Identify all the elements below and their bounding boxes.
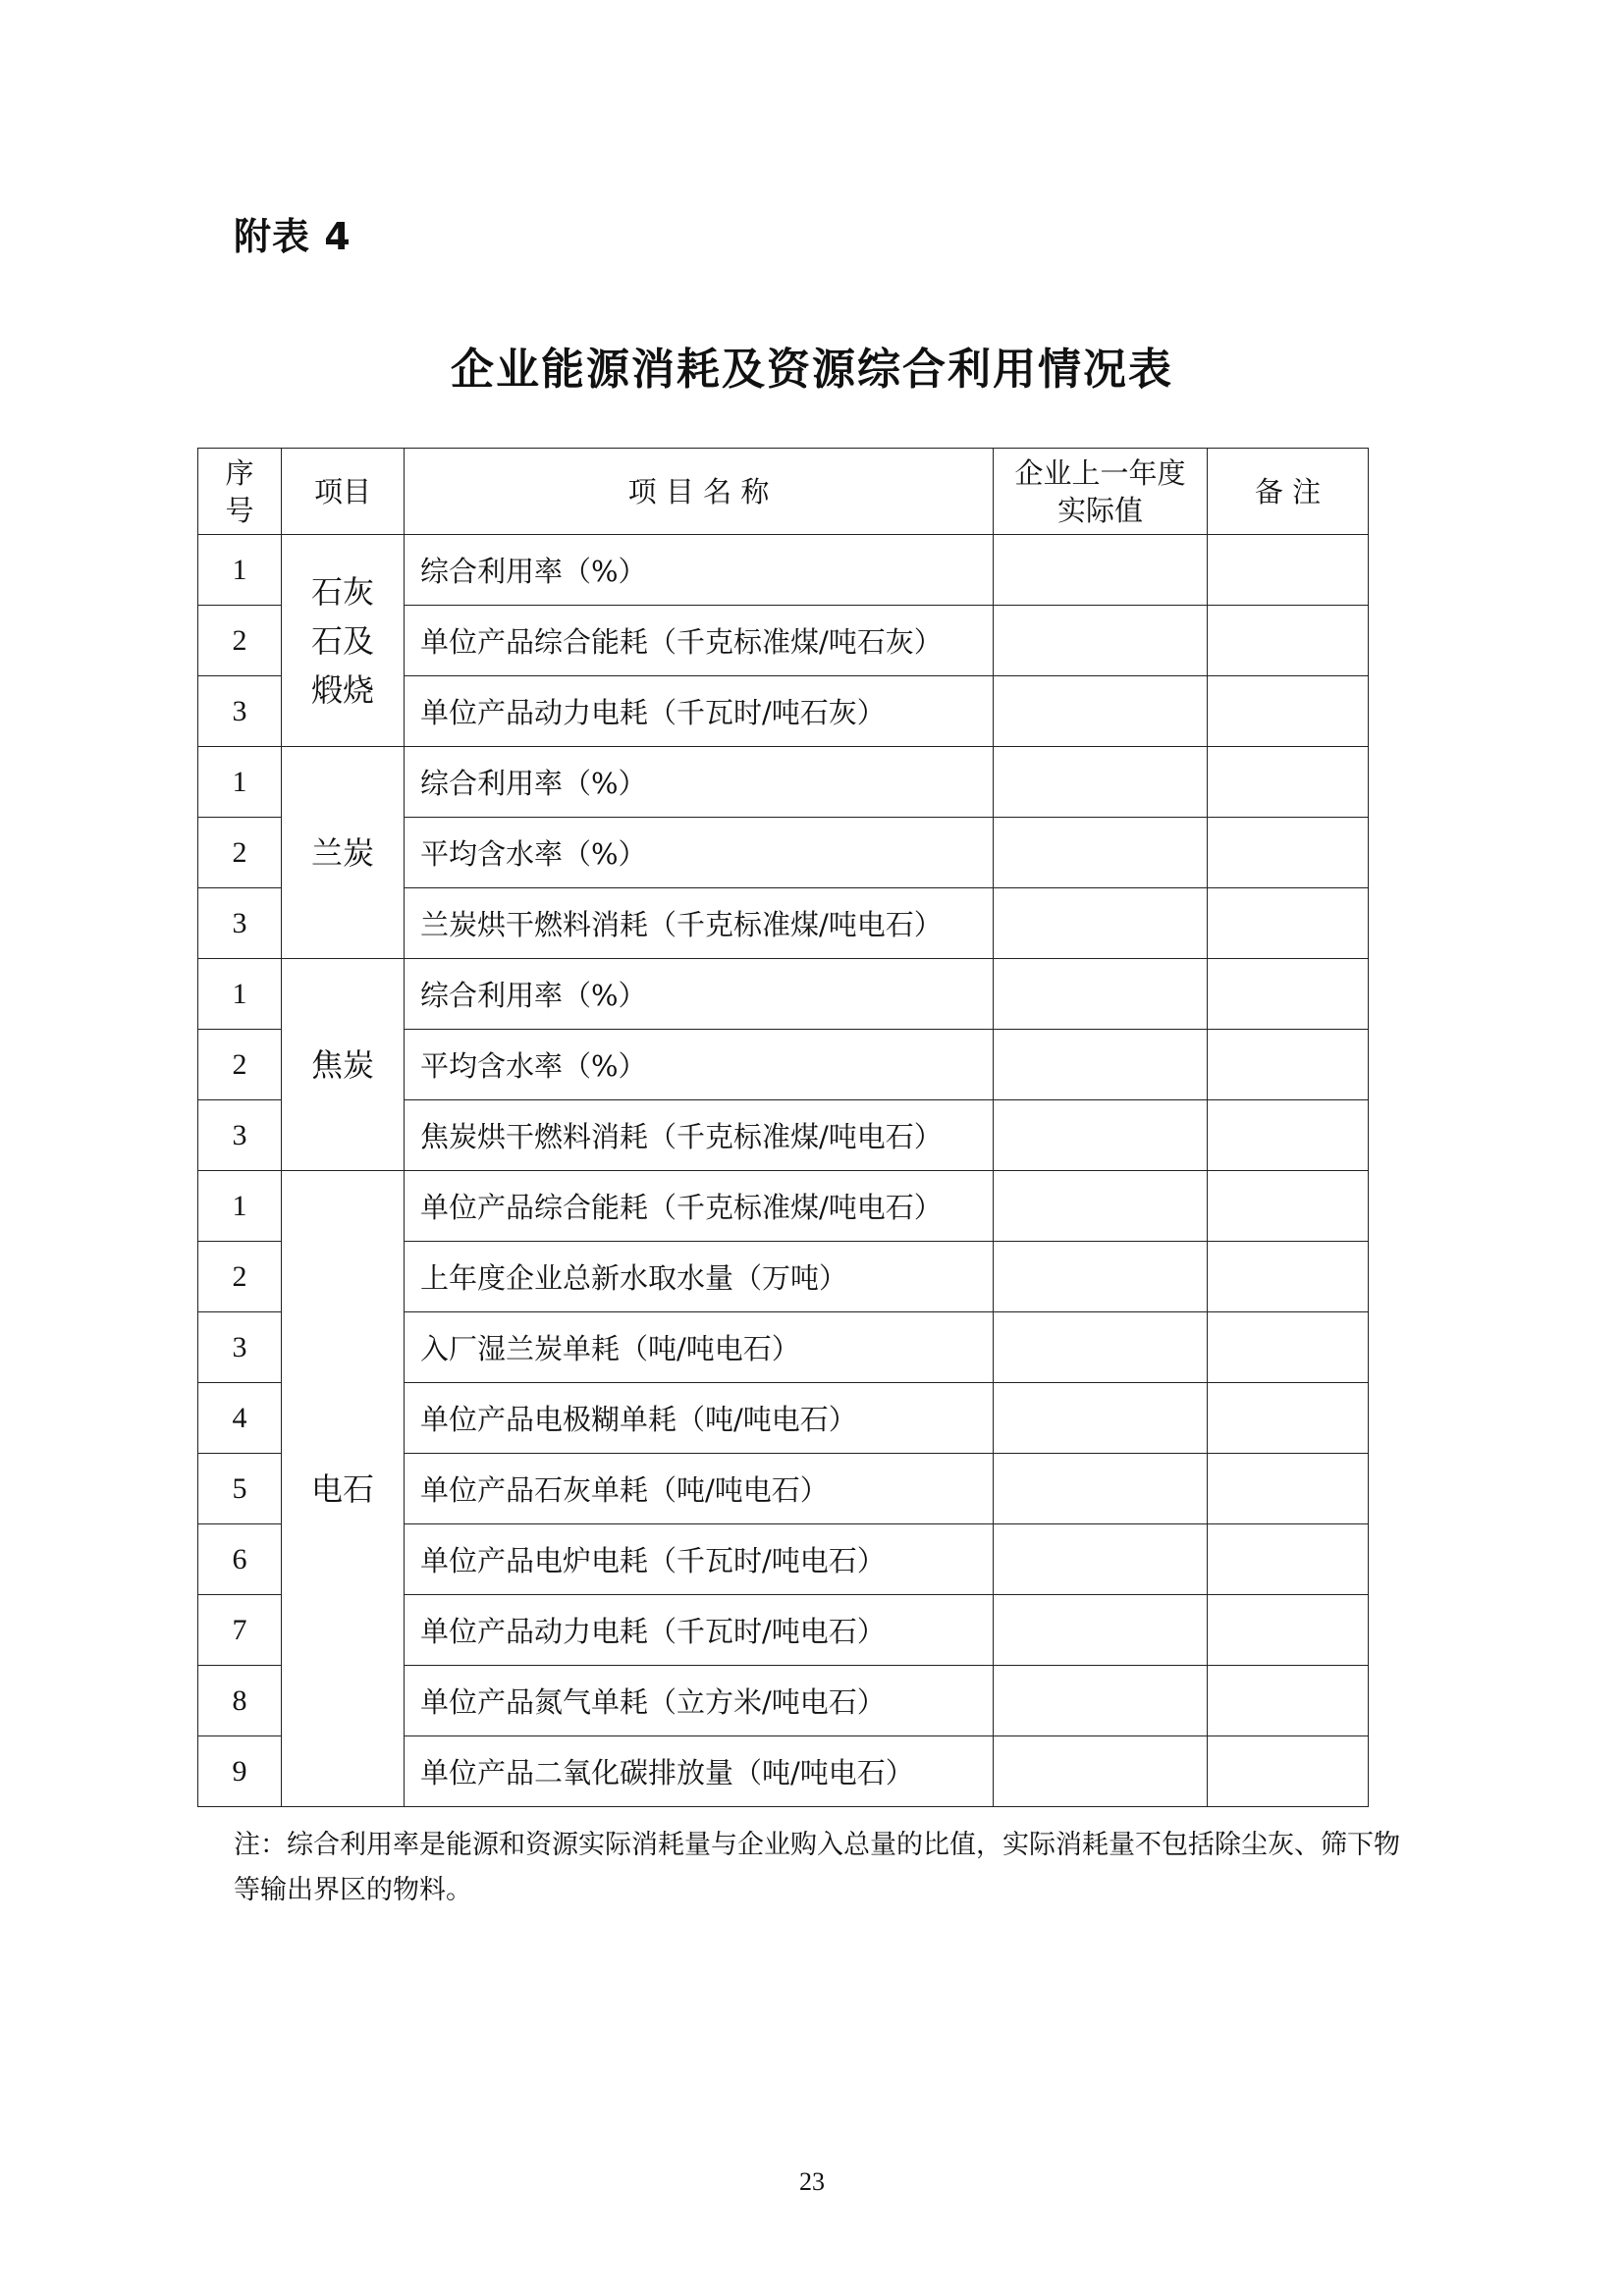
group-item-label-line: 焦炭 [310, 1045, 374, 1084]
row-seq-cell: 3 [198, 676, 282, 747]
row-name-cell: 单位产品动力电耗（千瓦时/吨电石） [405, 1595, 994, 1666]
row-name-cell: 单位产品二氧化碳排放量（吨/吨电石） [405, 1736, 994, 1807]
table-row [198, 535, 1369, 606]
row-value-cell[interactable] [994, 1312, 1208, 1383]
row-note-cell[interactable] [1208, 888, 1369, 959]
group-item-label-line: 石灰 [310, 572, 374, 611]
row-seq-cell: 6 [198, 1524, 282, 1595]
row-value-cell[interactable] [994, 535, 1208, 606]
table-header-row [198, 449, 1369, 535]
row-value-cell[interactable] [994, 606, 1208, 676]
row-value-cell[interactable] [994, 959, 1208, 1030]
row-note-cell[interactable] [1208, 535, 1369, 606]
table-row [198, 959, 1369, 1030]
row-value-cell[interactable] [994, 888, 1208, 959]
row-value-cell[interactable] [994, 1666, 1208, 1736]
row-seq-cell: 1 [198, 535, 282, 606]
row-seq-cell: 2 [198, 606, 282, 676]
group-item-cell [282, 747, 405, 959]
row-name-cell: 综合利用率（%） [405, 535, 994, 606]
row-seq-cell: 1 [198, 1171, 282, 1242]
row-note-cell[interactable] [1208, 1524, 1369, 1595]
row-value-cell[interactable] [994, 1242, 1208, 1312]
header-item: 项目 [282, 449, 405, 535]
header-seq [198, 449, 282, 535]
row-name-cell: 入厂湿兰炭单耗（吨/吨电石） [405, 1312, 994, 1383]
row-name-cell: 单位产品综合能耗（千克标准煤/吨电石） [405, 1171, 994, 1242]
group-item-label-line: 石及 [310, 621, 374, 660]
row-note-cell[interactable] [1208, 1100, 1369, 1171]
row-note-cell[interactable] [1208, 676, 1369, 747]
table-row [198, 747, 1369, 818]
row-name-cell: 单位产品综合能耗（千克标准煤/吨石灰） [405, 606, 994, 676]
group-item-cell [282, 959, 405, 1171]
row-value-cell[interactable] [994, 1030, 1208, 1100]
row-seq-cell: 3 [198, 1100, 282, 1171]
row-name-cell: 单位产品动力电耗（千瓦时/吨石灰） [405, 676, 994, 747]
header-value-line1: 企业上一年度 [1014, 455, 1186, 490]
row-seq-cell: 2 [198, 1242, 282, 1312]
page-number: 23 [799, 2167, 825, 2196]
appendix-label: 附表 4 [234, 215, 352, 258]
row-note-cell[interactable] [1208, 1383, 1369, 1454]
row-note-cell[interactable] [1208, 606, 1369, 676]
row-seq-cell: 1 [198, 747, 282, 818]
row-value-cell[interactable] [994, 1524, 1208, 1595]
energy-consumption-table [197, 448, 1369, 1807]
row-note-cell[interactable] [1208, 1736, 1369, 1807]
row-value-cell[interactable] [994, 676, 1208, 747]
row-name-cell: 焦炭烘干燃料消耗（千克标准煤/吨电石） [405, 1100, 994, 1171]
row-note-cell[interactable] [1208, 1454, 1369, 1524]
row-name-cell: 平均含水率（%） [405, 818, 994, 888]
row-seq-cell: 5 [198, 1454, 282, 1524]
row-value-cell[interactable] [994, 1736, 1208, 1807]
row-name-cell: 上年度企业总新水取水量（万吨） [405, 1242, 994, 1312]
page-title: 企业能源消耗及资源综合利用情况表 [451, 345, 1173, 395]
row-name-cell: 单位产品石灰单耗（吨/吨电石） [405, 1454, 994, 1524]
group-item-label-line: 电石 [310, 1469, 374, 1508]
row-name-cell: 单位产品氮气单耗（立方米/吨电石） [405, 1666, 994, 1736]
row-seq-cell: 2 [198, 818, 282, 888]
row-name-cell: 单位产品电炉电耗（千瓦时/吨电石） [405, 1524, 994, 1595]
row-note-cell[interactable] [1208, 747, 1369, 818]
row-seq-cell: 9 [198, 1736, 282, 1807]
row-note-cell[interactable] [1208, 1242, 1369, 1312]
row-seq-cell: 3 [198, 1312, 282, 1383]
row-note-cell[interactable] [1208, 818, 1369, 888]
row-note-cell[interactable] [1208, 1666, 1369, 1736]
row-seq-cell: 4 [198, 1383, 282, 1454]
row-note-cell[interactable] [1208, 959, 1369, 1030]
row-note-cell[interactable] [1208, 1030, 1369, 1100]
row-value-cell[interactable] [994, 1171, 1208, 1242]
table-row [198, 1171, 1369, 1242]
row-value-cell[interactable] [994, 1100, 1208, 1171]
row-value-cell[interactable] [994, 1595, 1208, 1666]
group-item-label-line: 煅烧 [310, 670, 374, 709]
row-seq-cell: 1 [198, 959, 282, 1030]
row-note-cell[interactable] [1208, 1312, 1369, 1383]
header-seq-line1: 序 [225, 455, 254, 490]
row-value-cell[interactable] [994, 1454, 1208, 1524]
header-name: 项 目 名 称 [405, 449, 994, 535]
header-note: 备 注 [1208, 449, 1369, 535]
group-item-cell [282, 1171, 405, 1807]
row-seq-cell: 8 [198, 1666, 282, 1736]
row-name-cell: 兰炭烘干燃料消耗（千克标准煤/吨电石） [405, 888, 994, 959]
row-seq-cell: 3 [198, 888, 282, 959]
table-body [198, 535, 1369, 1807]
header-seq-line2: 号 [225, 493, 254, 527]
group-item-label-line: 兰炭 [310, 833, 374, 872]
header-value-line2: 实际值 [1056, 493, 1143, 527]
row-name-cell: 平均含水率（%） [405, 1030, 994, 1100]
row-seq-cell: 7 [198, 1595, 282, 1666]
row-note-cell[interactable] [1208, 1171, 1369, 1242]
row-note-cell[interactable] [1208, 1595, 1369, 1666]
row-value-cell[interactable] [994, 818, 1208, 888]
row-name-cell: 单位产品电极糊单耗（吨/吨电石） [405, 1383, 994, 1454]
row-name-cell: 综合利用率（%） [405, 747, 994, 818]
row-seq-cell: 2 [198, 1030, 282, 1100]
header-value [994, 449, 1208, 535]
row-value-cell[interactable] [994, 747, 1208, 818]
row-name-cell: 综合利用率（%） [405, 959, 994, 1030]
footnote: 注：综合利用率是能源和资源实际消耗量与企业购入总量的比值，实际消耗量不包括除尘灰、筛下物等输出界区的物料。 [234, 1830, 1400, 1905]
row-value-cell[interactable] [994, 1383, 1208, 1454]
group-item-cell [282, 535, 405, 747]
